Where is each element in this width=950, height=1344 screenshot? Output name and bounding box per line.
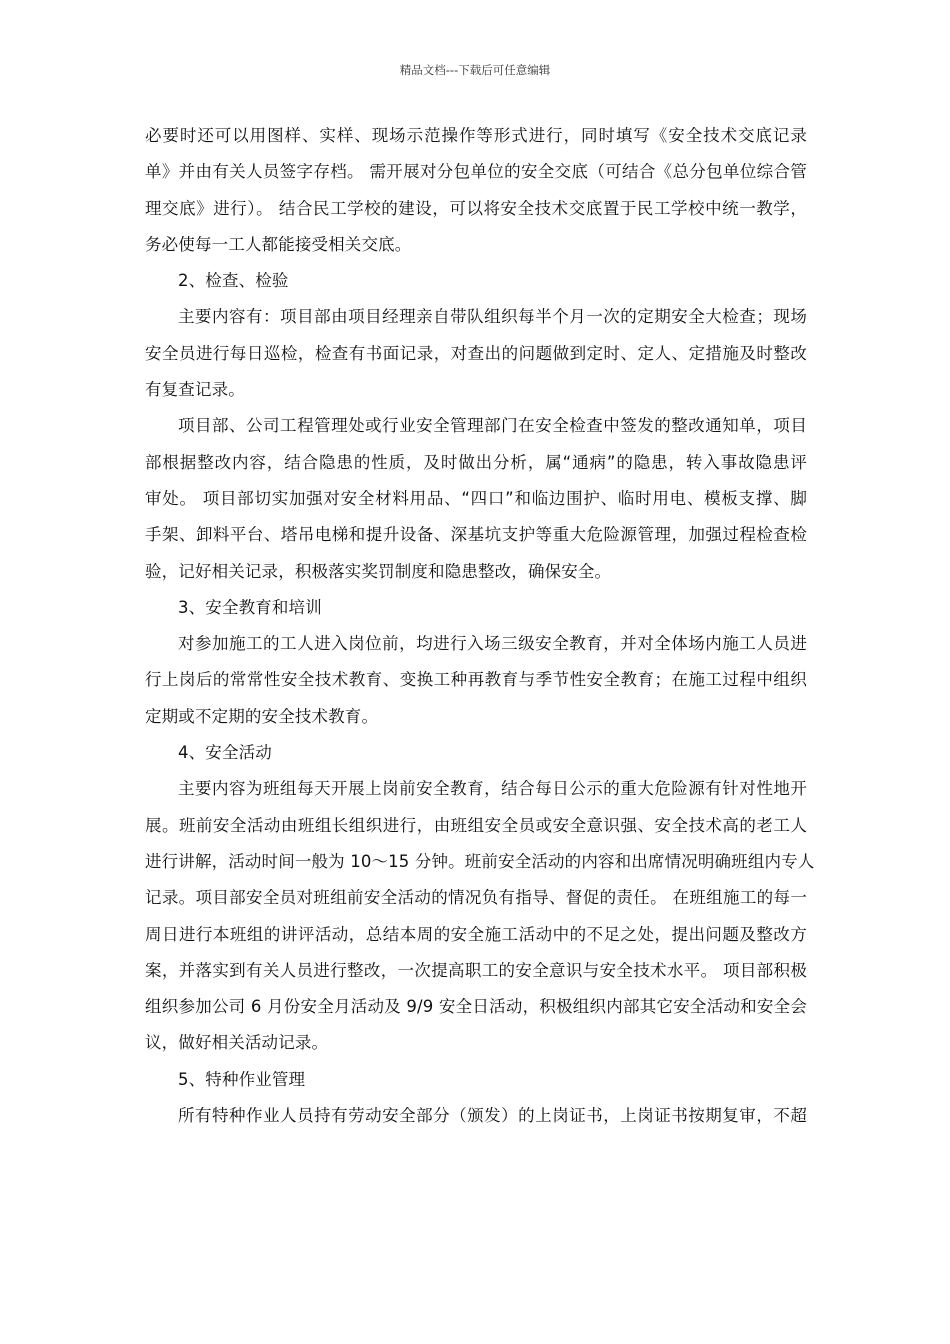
body-line: 周日进行本班组的讲评活动，总结本周的安全施工活动中的不足之处，提出问题及整改方 [145, 924, 807, 944]
body-line: 展。班前安全活动由班组长组织进行，由班组安全员或安全意识强、安全技术高的老工人 [145, 815, 807, 835]
body-line: 审处。 项目部切实加强对安全材料用品、“四口”和临边围护、临时用电、模板支撑、脚 [145, 488, 807, 508]
body-line: 安全员进行每日巡检，检查有书面记录，对查出的问题做到定时、定人、定措施及时整改 [145, 343, 807, 363]
body-line: 手架、卸料平台、塔吊电梯和提升设备、深基坑支护等重大危险源管理，加强过程检查检 [145, 525, 807, 545]
body-line: 行上岗后的常常性安全技术教育、变换工种再教育与季节性安全教育；在施工过程中组织 [145, 670, 807, 690]
section-heading: 5、特种作业管理 [178, 1069, 306, 1089]
body-line: 理交底》进行）。 结合民工学校的建设，可以将安全技术交底置于民工学校中统一教学， [145, 198, 807, 218]
body-line: 验，记好相关记录，积极落实奖罚制度和隐患整改，确保安全。 [145, 561, 612, 581]
body-line: 对参加施工的工人进入岗位前，均进行入场三级安全教育，并对全体场内施工人员进 [178, 634, 807, 654]
body-line: 进行讲解，活动时间一般为 10～15 分钟。班前安全活动的内容和出席情况明确班组内专人 [145, 851, 815, 871]
body-line: 单》并由有关人员签字存档。 需开展对分包单位的安全交底（可结合《总分包单位综合管 [145, 162, 807, 182]
body-line: 议，做好相关活动记录。 [145, 1033, 329, 1053]
body-line: 案，并落实到有关人员进行整改，一次提高职工的安全意识与安全技术水平。 项目部积极 [145, 960, 807, 980]
body-line: 所有特种作业人员持有劳动安全部分（颁发）的上岗证书，上岗证书按期复审，不超 [178, 1106, 807, 1126]
body-line: 务必使每一工人都能接受相关交底。 [145, 234, 412, 254]
section-heading: 2、检查、检验 [178, 271, 289, 291]
body-line: 记录。项目部安全员对班组前安全活动的情况负有指导、督促的责任。 在班组施工的每一 [145, 888, 807, 908]
page-header: 精品文档---下载后可任意编辑 [399, 63, 551, 77]
document-body [145, 118, 815, 1134]
body-line: 定期或不定期的安全技术教育。 [145, 706, 379, 726]
body-line: 必要时还可以用图样、实样、现场示范操作等形式进行，同时填写《安全技术交底记录 [145, 126, 807, 145]
section-heading: 3、安全教育和培训 [178, 597, 322, 617]
body-line: 组织参加公司 6 月份安全月活动及 9/9 安全日活动，积极组织内部其它安全活动和安全会 [145, 997, 807, 1017]
section-heading: 4、安全活动 [178, 743, 272, 763]
body-line: 主要内容有：项目部由项目经理亲自带队组织每半个月一次的定期安全大检查；现场 [178, 307, 807, 327]
body-line: 有复查记录。 [145, 380, 245, 400]
body-line: 项目部、公司工程管理处或行业安全管理部门在安全检查中签发的整改通知单，项目 [178, 416, 807, 436]
body-line: 主要内容为班组每天开展上岗前安全教育，结合每日公示的重大危险源有针对性地开 [178, 779, 807, 799]
body-line: 部根据整改内容，结合隐患的性质，及时做出分析，属“通病”的隐患，转入事故隐患评 [145, 452, 807, 472]
